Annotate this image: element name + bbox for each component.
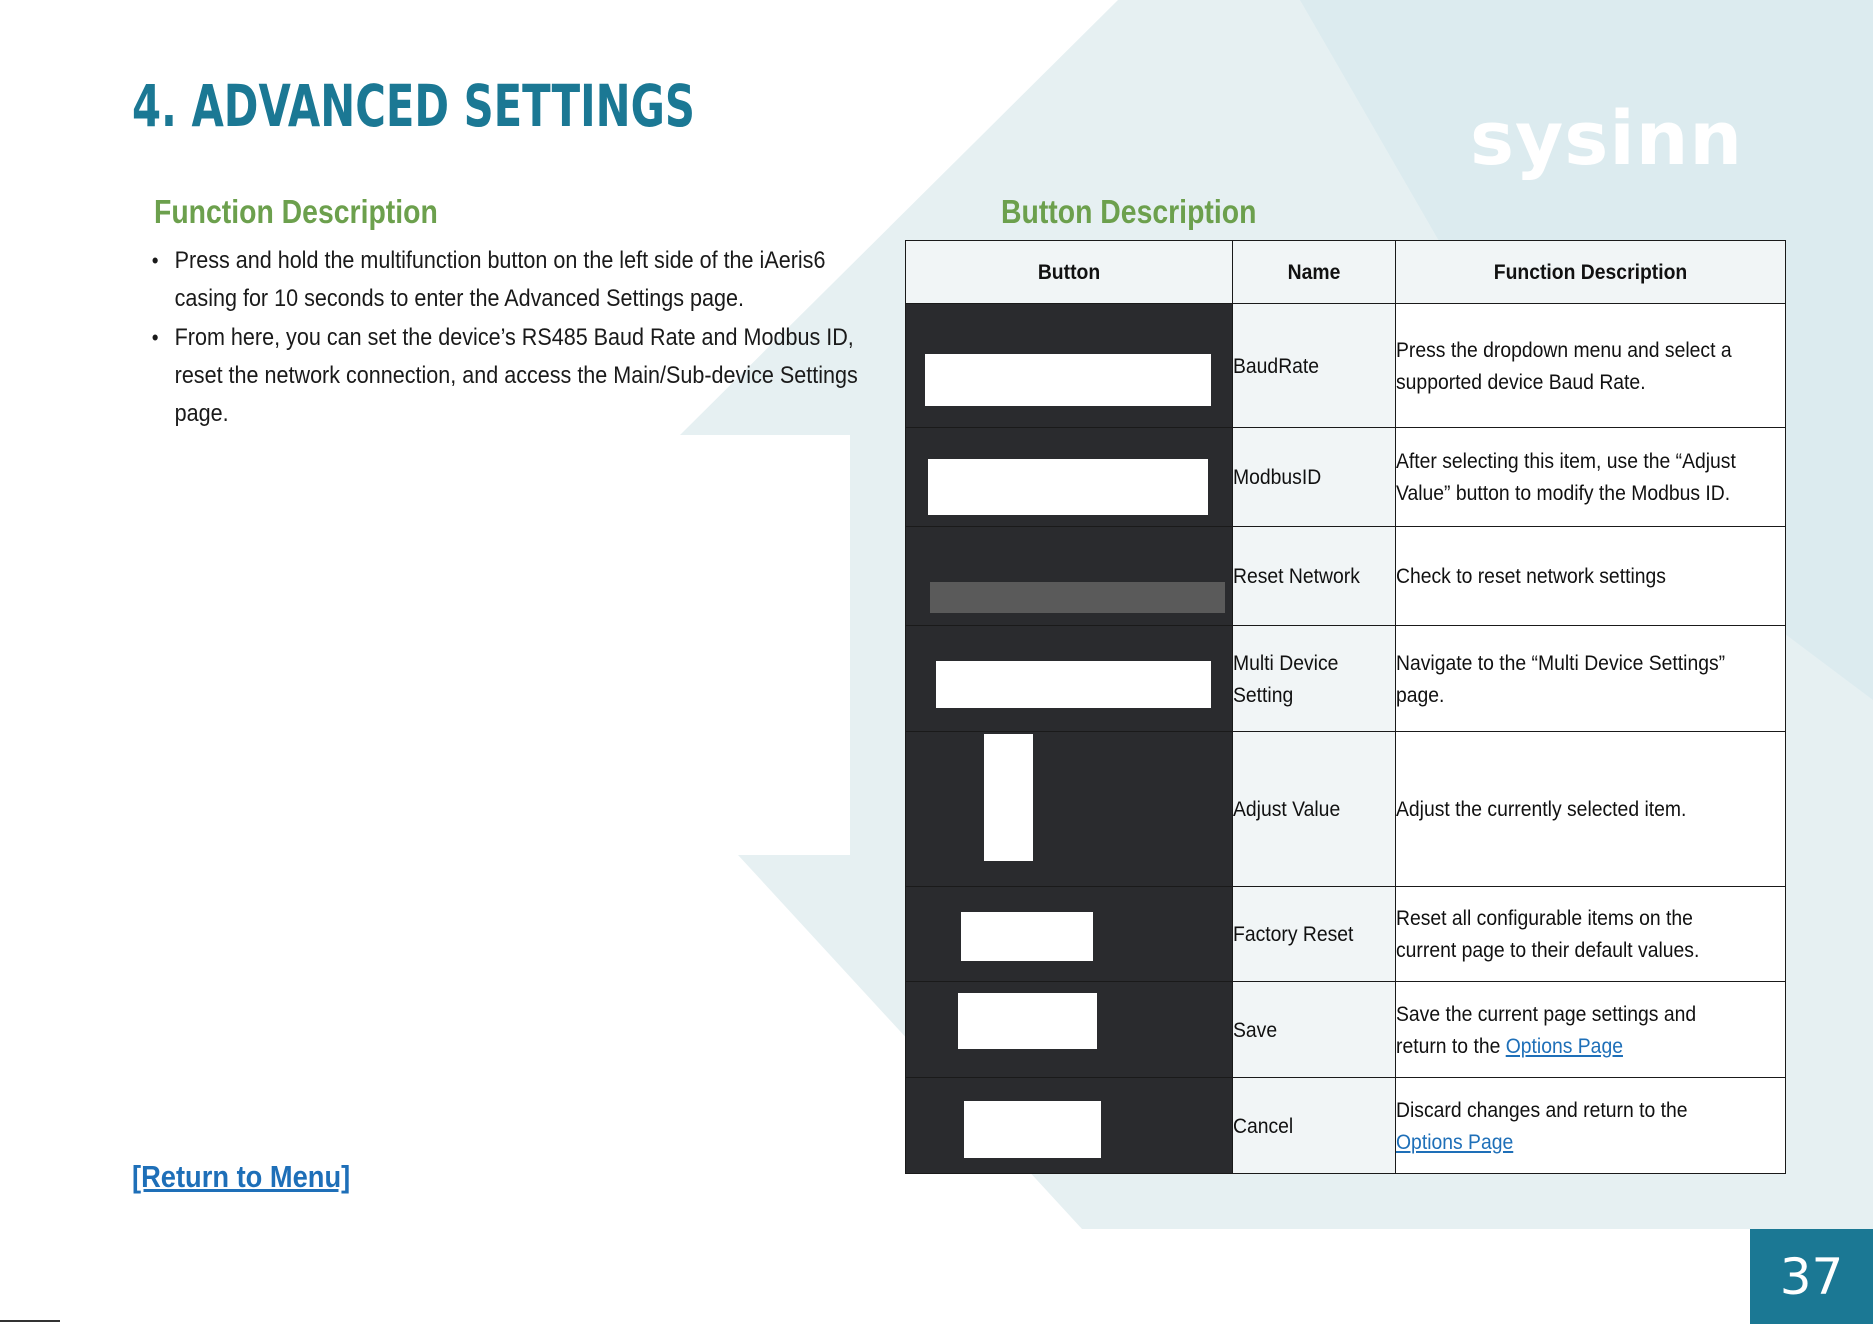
button-screenshot-modbusid xyxy=(906,428,1233,527)
button-screenshot-factory-reset xyxy=(906,887,1233,982)
button-function-desc: Reset all configurable items on the current page to their default values. xyxy=(1396,887,1786,982)
list-item xyxy=(150,242,870,318)
function-description-list xyxy=(150,242,858,434)
button-function-desc: Press the dropdown menu and select a supported device Baud Rate. xyxy=(1396,304,1786,428)
page-number: 37 xyxy=(1750,1229,1873,1324)
button-function-desc: Navigate to the “Multi Device Settings” page. xyxy=(1396,626,1786,732)
button-screenshot-baudrate xyxy=(906,304,1233,428)
button-screenshot-save xyxy=(906,982,1233,1078)
list-item xyxy=(150,319,870,433)
brand-watermark: sysinn xyxy=(1470,96,1744,182)
column-header-name: Name xyxy=(1233,241,1396,304)
bullet-icon: • xyxy=(151,325,159,350)
table-row xyxy=(906,626,1786,732)
return-to-menu-link[interactable]: [Return to Menu] xyxy=(132,1159,351,1194)
options-page-link[interactable]: Options Page xyxy=(1505,1033,1623,1058)
bullet-text: Press and hold the multifunction button on the left side of the iAeris6 casing for 10 seconds to enter the Advanced Settings page. xyxy=(174,247,826,312)
button-function-desc: Check to reset network settings xyxy=(1396,527,1786,626)
table-row xyxy=(906,1078,1786,1174)
button-name: BaudRate xyxy=(1233,304,1396,428)
bullet-icon: • xyxy=(151,248,159,273)
button-screenshot-reset-network xyxy=(906,527,1233,626)
button-function-desc: After selecting this item, use the “Adjust Value” button to modify the Modbus ID. xyxy=(1396,428,1786,527)
button-name: Save xyxy=(1233,982,1396,1078)
table-row xyxy=(906,887,1786,982)
column-header-button: Button xyxy=(906,241,1233,304)
button-screenshot-adjust-value xyxy=(906,732,1233,887)
options-page-link[interactable]: Options Page xyxy=(1396,1129,1514,1154)
button-name: Reset Network xyxy=(1233,527,1396,626)
button-function-desc: Adjust the currently selected item. xyxy=(1396,732,1786,887)
table-row xyxy=(906,527,1786,626)
table-row xyxy=(906,304,1786,428)
button-name: Cancel xyxy=(1233,1078,1396,1174)
table-row xyxy=(906,428,1786,527)
table-header-row xyxy=(906,241,1786,304)
button-function-desc: Discard changes and return to the Options Page xyxy=(1396,1078,1786,1174)
bullet-text: From here, you can set the device’s RS485 Baud Rate and Modbus ID, reset the network connection, and access the Main/Sub-device Settings page. xyxy=(174,324,858,427)
column-header-function: Function Description xyxy=(1396,241,1786,304)
button-screenshot-cancel xyxy=(906,1078,1233,1174)
footer-divider xyxy=(0,1320,60,1322)
function-description-heading: Function Description xyxy=(154,193,438,230)
button-name: Adjust Value xyxy=(1233,732,1396,887)
button-name: ModbusID xyxy=(1233,428,1396,527)
button-name: Factory Reset xyxy=(1233,887,1396,982)
table-row xyxy=(906,982,1786,1078)
button-screenshot-multi-device xyxy=(906,626,1233,732)
table-row xyxy=(906,732,1786,887)
button-description-table xyxy=(905,240,1786,1174)
button-description-heading: Button Description xyxy=(1001,193,1257,230)
page-title: 4. ADVANCED SETTINGS xyxy=(132,72,695,140)
button-function-desc: Save the current page settings and return to the Options Page xyxy=(1396,982,1786,1078)
button-name: Multi Device Setting xyxy=(1233,626,1396,732)
